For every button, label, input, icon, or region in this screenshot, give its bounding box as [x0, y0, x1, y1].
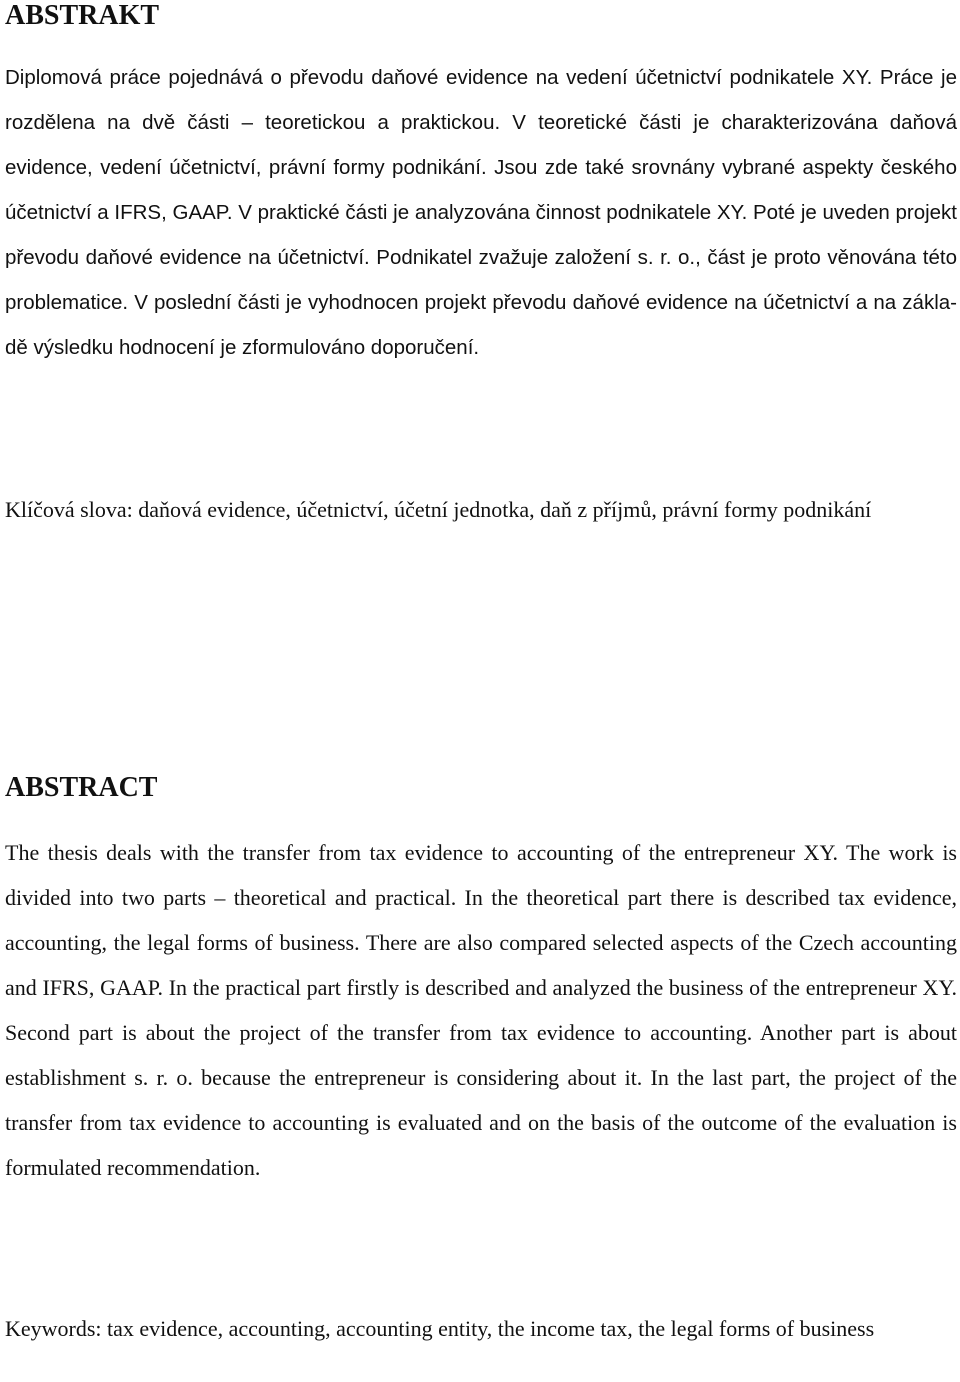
english-abstract-heading: ABSTRACT [5, 772, 158, 803]
czech-abstract-body: Diplomová práce pojednává o převodu daňové evidence na vedení účetnictví podnikatele XY. Práce je rozdělena na dvě části – teoretickou a praktickou. V teoretické části je charakterizována daňová evidence, vedení účetnictví, právní formy podnikání. Jsou zde také srovnány vybrané aspekty českého účetnictví a IFRS, GAAP. V praktické části je analyzována činnost podnikatele XY. Poté je uveden projekt převodu daňové evidence na účetnictví. Podnikatel zvažuje založení s. r. o., část je proto věnována této problematice. V poslední části je vyhodnocen projekt převodu daňové evidence na účetnictví a na základě výsledku hodnocení je zformulováno doporučení. [5, 66, 957, 359]
english-abstract-body: The thesis deals with the transfer from tax evidence to accounting of the entrepreneur XY. The work is divided into two parts – theoretical and practical. In the theoretical part there is described tax evidence, accounting, the legal forms of business. There are also compared selected aspects of the Czech accounting and IFRS, GAAP. In the practical part firstly is described and analyzed the business of the entrepreneur XY. Second part is about the project of the transfer from tax evidence to accounting. Another part is about establishment s. r. o. because the entrepreneur is considering about it. In the last part, the project of the transfer from tax evidence to accounting is evaluated and on the basis of the outcome of the evaluation is formulated recommendation. [5, 840, 957, 1180]
czech-keywords: Klíčová slova: daňová evidence, účetnictví, účetní jednotka, daň z příjmů, právní formy podnikání [5, 497, 872, 522]
czech-abstract-heading: ABSTRAKT [5, 0, 160, 31]
english-keywords: Keywords: tax evidence, accounting, accounting entity, the income tax, the legal forms of business [5, 1316, 875, 1341]
